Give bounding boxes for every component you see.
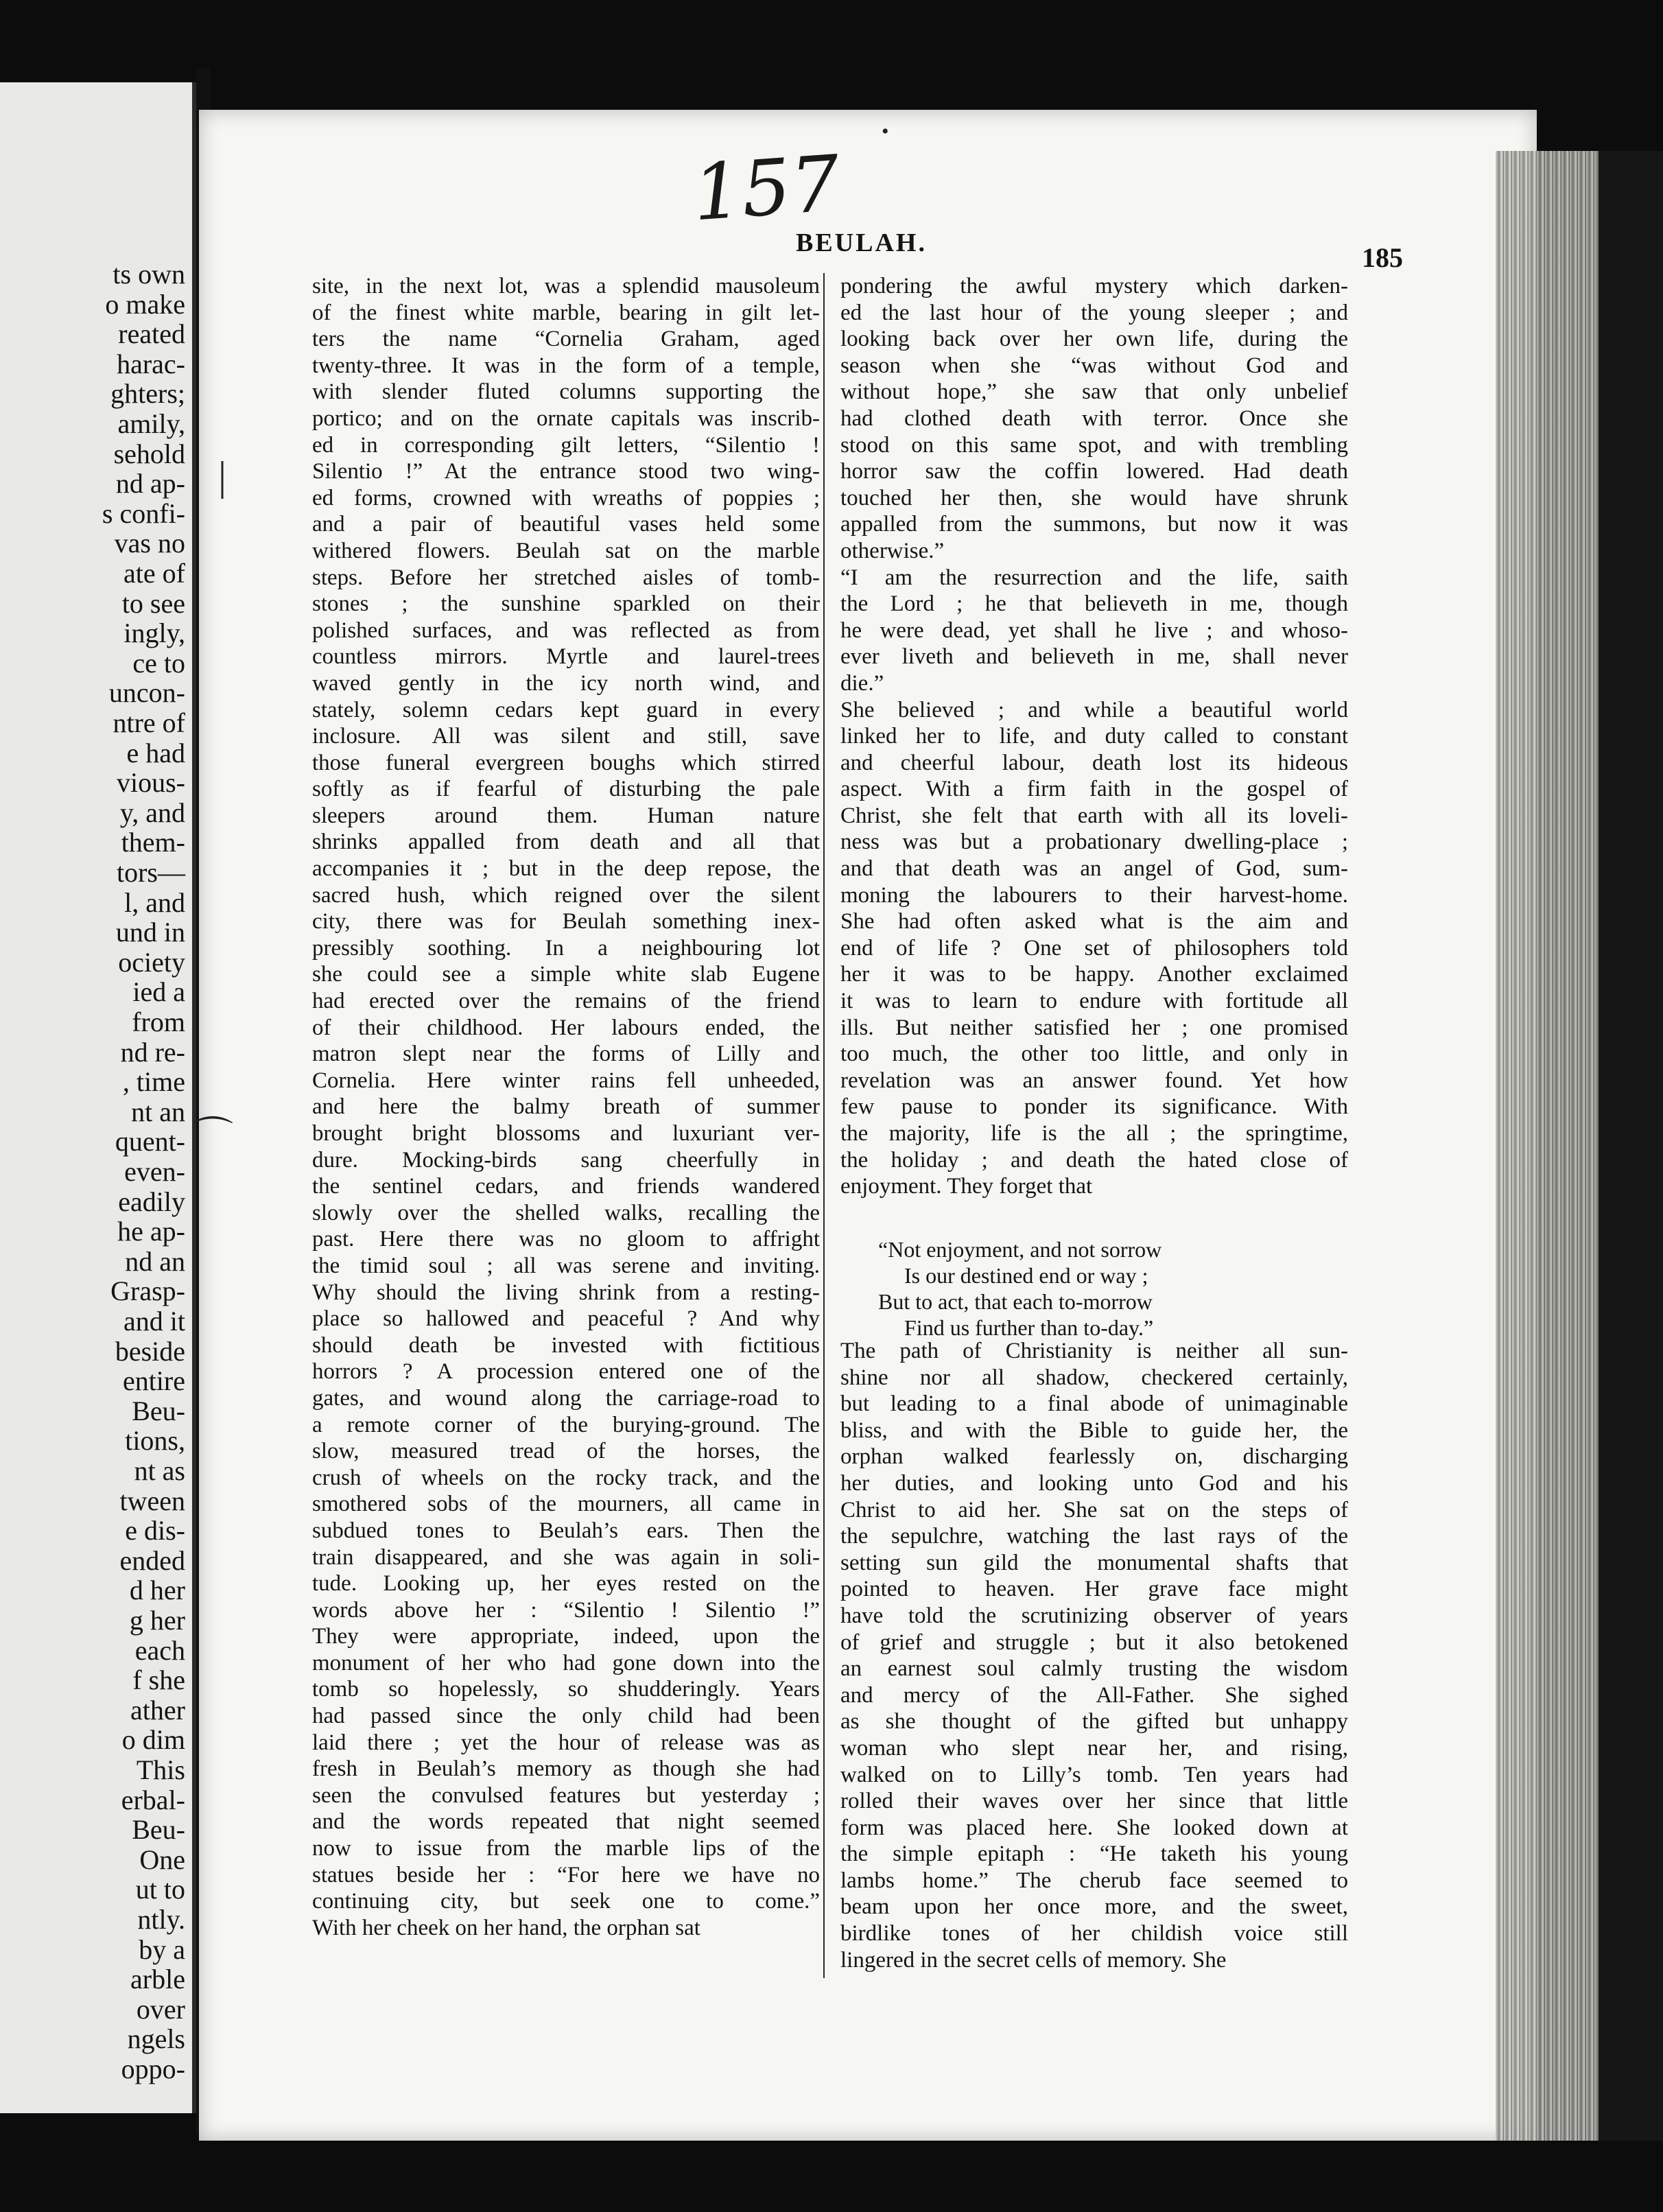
- text-line: and mercy of the All-Father. She sighed: [840, 1682, 1348, 1708]
- poem-line: “Not enjoyment, and not sorrow: [878, 1237, 1162, 1262]
- facing-page-line: e dis-: [125, 1515, 185, 1546]
- text-line: and a pair of beautiful vases held some: [312, 512, 820, 537]
- facing-page-line: ntly.: [137, 1904, 185, 1935]
- text-line: of the finest white marble, bearing in gilt let-: [312, 300, 820, 325]
- text-column-right-bottom: [840, 1338, 1348, 1973]
- text-line: the simple epitaph : “He taketh his young: [840, 1842, 1348, 1867]
- facing-page-line: und in: [115, 917, 185, 948]
- margin-mark: |: [218, 454, 227, 499]
- text-line: touched her then, she would have shrunk: [840, 485, 1348, 510]
- text-line: countless mirrors. Myrtle and laurel-trees: [312, 644, 820, 670]
- text-column-left: [312, 273, 820, 1941]
- text-line: smothered sobs of the mourners, all came in: [312, 1492, 820, 1517]
- poem-line: Is our destined end or way ;: [904, 1263, 1148, 1288]
- text-line: die.”: [840, 670, 884, 696]
- facing-page-line: l, and: [124, 886, 185, 918]
- text-line: dure. Mocking-birds sang cheerfully in: [312, 1147, 820, 1173]
- text-line: aspect. With a firm faith in the gospel of: [840, 777, 1348, 802]
- text-line: otherwise.”: [840, 538, 945, 563]
- facing-page-line: to see: [121, 587, 185, 619]
- text-line: beam upon her once more, and the sweet,: [840, 1894, 1348, 1920]
- poem-line: But to act, that each to-morrow: [878, 1289, 1153, 1314]
- text-line: as she thought of the gifted but unhappy: [840, 1709, 1348, 1734]
- text-line: it was to learn to endure with fortitude all: [840, 989, 1348, 1014]
- text-line: and cheerful labour, death lost its hideous: [840, 750, 1348, 775]
- text-line: steps. Before her stretched aisles of tomb-: [312, 565, 820, 590]
- text-line: laid there ; yet the hour of release was as: [312, 1730, 820, 1755]
- facing-page-line: each: [134, 1634, 185, 1666]
- text-line: With her cheek on her hand, the orphan sat: [312, 1915, 700, 1940]
- facing-page-line: from: [132, 1007, 185, 1037]
- facing-page-line: ather: [130, 1694, 185, 1726]
- facing-page-line: them-: [121, 827, 185, 858]
- text-line: site, in the next lot, was a splendid mausoleum: [312, 274, 820, 298]
- text-line: the sepulchre, watching the last rays of the: [840, 1524, 1348, 1549]
- text-line: ever liveth and believeth in me, shall never: [840, 644, 1348, 670]
- text-line: withered flowers. Beulah sat on the marble: [312, 538, 820, 563]
- facing-page-line: vas no: [114, 528, 185, 559]
- text-line: and here the balmy breath of summer: [312, 1094, 820, 1120]
- text-column-right-top: [840, 273, 1348, 1200]
- facing-page-line: ied a: [132, 976, 185, 1008]
- text-line: pondering the awful mystery which darken-: [840, 274, 1348, 298]
- text-line: The path of Christianity is neither all sun-: [840, 1339, 1348, 1363]
- text-line: twenty-three. It was in the form of a temple,: [312, 353, 820, 378]
- text-line: They were appropriate, indeed, upon the: [312, 1624, 820, 1649]
- facing-page-line: amily,: [117, 408, 185, 439]
- margin-dot: •: [882, 120, 889, 143]
- text-line: ed the last hour of the young sleeper ; and: [840, 300, 1348, 325]
- text-line: those funeral evergreen boughs which stirred: [312, 750, 820, 775]
- text-line: bliss, and with the Bible to guide her, the: [840, 1417, 1348, 1443]
- facing-page-line: ingly,: [123, 617, 185, 649]
- facing-page-line: tors—: [117, 857, 185, 888]
- text-line: lambs home.” The cherub face seemed to: [840, 1868, 1348, 1893]
- facing-page-line: vious-: [117, 767, 185, 799]
- text-line: seen the convulsed features but yesterday ;: [312, 1782, 820, 1808]
- facing-page-line: One: [139, 1844, 185, 1875]
- text-line: She had often asked what is the aim and: [840, 909, 1348, 934]
- facing-page-line: e had: [126, 737, 185, 768]
- text-line: and that death was an angel of God, sum-: [840, 856, 1348, 882]
- text-line: slowly over the shelled walks, recalling the: [312, 1200, 820, 1225]
- text-line: stately, solemn cedars kept guard in every: [312, 697, 820, 722]
- text-line: the holiday ; and death the hated close of: [840, 1147, 1348, 1173]
- facing-page-line: eadily: [118, 1186, 185, 1217]
- text-line: now to issue from the marble lips of the: [312, 1836, 820, 1861]
- text-line: Why should the living shrink from a resting-: [312, 1280, 820, 1305]
- text-line: of their childhood. Her labours ended, the: [312, 1015, 820, 1040]
- text-line: linked her to life, and duty called to constant: [840, 724, 1348, 749]
- text-line: with slender fluted columns supporting the: [312, 379, 820, 405]
- facing-page-line: s confi-: [102, 497, 185, 529]
- text-line: She believed ; and while a beautiful world: [840, 697, 1348, 722]
- facing-page-line: Beu-: [132, 1814, 185, 1846]
- facing-page-line: g her: [129, 1605, 185, 1636]
- facing-page-line: ut to: [135, 1874, 185, 1905]
- text-line: ters the name “Cornelia Graham, aged: [312, 327, 820, 352]
- text-line: of grief and struggle ; but it also betokened: [840, 1629, 1348, 1655]
- text-line: the Lord ; he that believeth in me, though: [840, 591, 1348, 617]
- text-line: Silentio !” At the entrance stood two wing-: [312, 459, 820, 484]
- text-line: matron slept near the forms of Lilly and: [312, 1042, 820, 1067]
- text-line: crush of wheels on the rocky track, and the: [312, 1465, 820, 1490]
- facing-page-line: entire: [122, 1365, 185, 1397]
- facing-page-line: ate of: [123, 558, 185, 589]
- text-line: ills. But neither satisfied her ; one promised: [840, 1015, 1348, 1040]
- text-line: polished surfaces, and was reflected as from: [312, 617, 820, 643]
- text-line: orphan walked fearlessly on, discharging: [840, 1444, 1348, 1470]
- text-line: “I am the resurrection and the life, saith: [840, 565, 1348, 590]
- facing-page-line: ntre of: [113, 707, 185, 738]
- facing-page-line: This: [136, 1754, 185, 1785]
- text-line: sacred hush, which reigned over the silent: [312, 882, 820, 908]
- text-line: woman who slept near her, and rising,: [840, 1735, 1348, 1761]
- facing-page-line: sehold: [113, 438, 185, 469]
- handwritten-folio: 157: [689, 139, 843, 239]
- text-line: words above her : “Silentio ! Silentio !”: [312, 1597, 820, 1623]
- facing-page-line: nd an: [125, 1245, 185, 1277]
- text-line: an earnest soul calmly trusting the wisdom: [840, 1656, 1348, 1682]
- text-line: Cornelia. Here winter rains fell unheeded,: [312, 1068, 820, 1093]
- facing-page-line: ts own: [113, 259, 185, 290]
- facing-page-line: nt an: [131, 1096, 185, 1127]
- text-line: moning the labourers to their harvest-home.: [840, 882, 1348, 908]
- facing-page-line: tions,: [125, 1425, 185, 1457]
- text-line: horrors ? A procession entered one of the: [312, 1359, 820, 1385]
- facing-page-line: ociety: [118, 946, 185, 978]
- facing-page-line: over: [136, 1993, 185, 2025]
- text-line: appalled from the summons, but now it was: [840, 512, 1348, 537]
- text-line: birdlike tones of her childish voice still: [840, 1921, 1348, 1946]
- facing-page-line: oppo-: [121, 2054, 185, 2084]
- text-line: accompanies it ; but in the deep repose, the: [312, 856, 820, 882]
- text-line: horror saw the coffin lowered. Had death: [840, 459, 1348, 484]
- text-line: shrinks appalled from death and all that: [312, 830, 820, 855]
- facing-page-line: uncon-: [108, 677, 185, 709]
- facing-page-fragment: [0, 82, 196, 2113]
- text-line: slow, measured tread of the horses, the: [312, 1439, 820, 1464]
- facing-page-line: Beu-: [132, 1395, 185, 1426]
- text-line: pressibly soothing. In a neighbouring lot: [312, 935, 820, 961]
- text-line: too much, the other too little, and only in: [840, 1042, 1348, 1067]
- text-line: portico; and on the ornate capitals was inscrib-: [312, 405, 820, 431]
- text-line: continuing city, but seek one to come.”: [312, 1889, 820, 1914]
- text-line: tomb so hopelessly, so shudderingly. Years: [312, 1677, 820, 1702]
- text-line: end of life ? One set of philosophers told: [840, 935, 1348, 961]
- text-line: season when she “was without God and: [840, 353, 1348, 378]
- text-line: subdued tones to Beulah’s ears. Then the: [312, 1518, 820, 1543]
- poem-line: Find us further than to-day.”: [904, 1315, 1154, 1340]
- text-line: past. Here there was no gloom to affright: [312, 1227, 820, 1252]
- column-rule: [823, 273, 825, 1978]
- facing-page-line: o make: [105, 288, 185, 320]
- text-line: enjoyment. They forget that: [840, 1174, 1093, 1199]
- facing-page-line: nt as: [134, 1455, 185, 1486]
- text-line: the sentinel cedars, and friends wandered: [312, 1174, 820, 1199]
- text-line: and the words repeated that night seemed: [312, 1809, 820, 1835]
- text-line: he were dead, yet shall he live ; and whoso-: [840, 617, 1348, 643]
- facing-page-line: ngels: [127, 2023, 185, 2055]
- text-line: few pause to ponder its significance. With: [840, 1094, 1348, 1120]
- facing-page-line: ended: [119, 1544, 185, 1576]
- facing-page-line: and it: [123, 1306, 185, 1337]
- text-line: but leading to a final abode of unimaginable: [840, 1391, 1348, 1417]
- text-line: walked on to Lilly’s tomb. Ten years had: [840, 1762, 1348, 1787]
- poem-quotation: [878, 1236, 1317, 1341]
- facing-page-line: ghters;: [110, 378, 185, 410]
- text-line: her duties, and looking unto God and his: [840, 1470, 1348, 1496]
- facing-page-line: ce to: [132, 647, 185, 679]
- facing-page-line: y, and: [119, 797, 185, 828]
- text-line: Christ to aid her. She sat on the steps of: [840, 1497, 1348, 1522]
- facing-page-line: nd re-: [120, 1036, 185, 1068]
- facing-page-line: reated: [118, 318, 185, 350]
- text-line: softly as if fearful of disturbing the pale: [312, 777, 820, 802]
- text-line: statues beside her : “For here we have no: [312, 1862, 820, 1887]
- page-number: 185: [1362, 242, 1403, 273]
- text-line: tude. Looking up, her eyes rested on the: [312, 1571, 820, 1597]
- text-line: Christ, she felt that earth with all its loveli-: [840, 803, 1348, 828]
- text-line: gates, and wound along the carriage-road to: [312, 1385, 820, 1411]
- text-line: looking back over her own life, during the: [840, 327, 1348, 352]
- text-line: ness was but a probationary dwelling-place ;: [840, 830, 1348, 855]
- text-line: sleepers around them. Human nature: [312, 803, 820, 828]
- text-line: had erected over the remains of the friend: [312, 989, 820, 1014]
- text-line: the majority, life is the all ; the springtime,: [840, 1121, 1348, 1146]
- facing-page-line: by a: [139, 1933, 185, 1965]
- text-line: had passed since the only child had been: [312, 1704, 820, 1729]
- text-line: should death be invested with fictitious: [312, 1332, 820, 1358]
- facing-page-line: erbal-: [121, 1784, 185, 1815]
- text-line: city, there was for Beulah something inex-: [312, 909, 820, 934]
- text-line: rolled their waves over her since that little: [840, 1789, 1348, 1814]
- facing-page-line: nd ap-: [115, 468, 185, 499]
- facing-page-line: Grasp-: [110, 1275, 185, 1307]
- facing-page-line: o dim: [121, 1724, 185, 1756]
- text-line: her it was to be happy. Another exclaimed: [840, 962, 1348, 987]
- scan-border: [1599, 151, 1663, 2141]
- text-line: stones ; the sunshine sparkled on their: [312, 591, 820, 617]
- facing-page-line: d her: [129, 1575, 185, 1606]
- facing-page-line: , time: [122, 1066, 185, 1098]
- text-line: had clothed death with terror. Once she: [840, 405, 1348, 431]
- text-line: inclosure. All was silent and still, save: [312, 724, 820, 749]
- text-line: place so hallowed and peaceful ? And why: [312, 1306, 820, 1332]
- text-line: without hope,” she saw that only unbelief: [840, 379, 1348, 405]
- text-line: ed in corresponding gilt letters, “Silentio !: [312, 432, 820, 458]
- text-line: brought bright blossoms and luxuriant ver-: [312, 1121, 820, 1146]
- text-line: ed forms, crowned with wreaths of poppies ;: [312, 485, 820, 510]
- text-line: setting sun gild the monumental shafts that: [840, 1550, 1348, 1575]
- facing-page-line: beside: [115, 1335, 185, 1367]
- text-line: pointed to heaven. Her grave face might: [840, 1577, 1348, 1602]
- text-line: have told the scrutinizing observer of years: [840, 1603, 1348, 1628]
- text-line: monument of her who had gone down into the: [312, 1650, 820, 1675]
- text-line: she could see a simple white slab Eugene: [312, 962, 820, 987]
- text-line: a remote corner of the burying-ground. The: [312, 1412, 820, 1437]
- facing-page-line: quent-: [115, 1126, 185, 1157]
- facing-page-line: f she: [132, 1664, 185, 1696]
- text-line: lingered in the secret cells of memory. She: [840, 1947, 1227, 1973]
- facing-page-line: harac-: [117, 348, 185, 379]
- text-line: shine nor all shadow, checkered certainly,: [840, 1365, 1348, 1390]
- running-head: BEULAH.: [796, 228, 927, 257]
- facing-page-line: tween: [119, 1485, 185, 1516]
- margin-mark: ⌒: [192, 1115, 233, 1160]
- facing-page-line: arble: [130, 1964, 185, 1995]
- text-line: the timid soul ; all was serene and inviting.: [312, 1253, 820, 1278]
- text-line: stood on this same spot, and with trembling: [840, 432, 1348, 458]
- text-line: fresh in Beulah’s memory as though she had: [312, 1756, 820, 1782]
- facing-page-line: even-: [124, 1156, 185, 1187]
- text-line: waved gently in the icy north wind, and: [312, 670, 820, 696]
- text-line: form was placed here. She looked down at: [840, 1815, 1348, 1840]
- facing-page-line: he ap-: [117, 1216, 185, 1247]
- text-line: revelation was an answer found. Yet how: [840, 1068, 1348, 1093]
- text-line: train disappeared, and she was again in soli-: [312, 1544, 820, 1570]
